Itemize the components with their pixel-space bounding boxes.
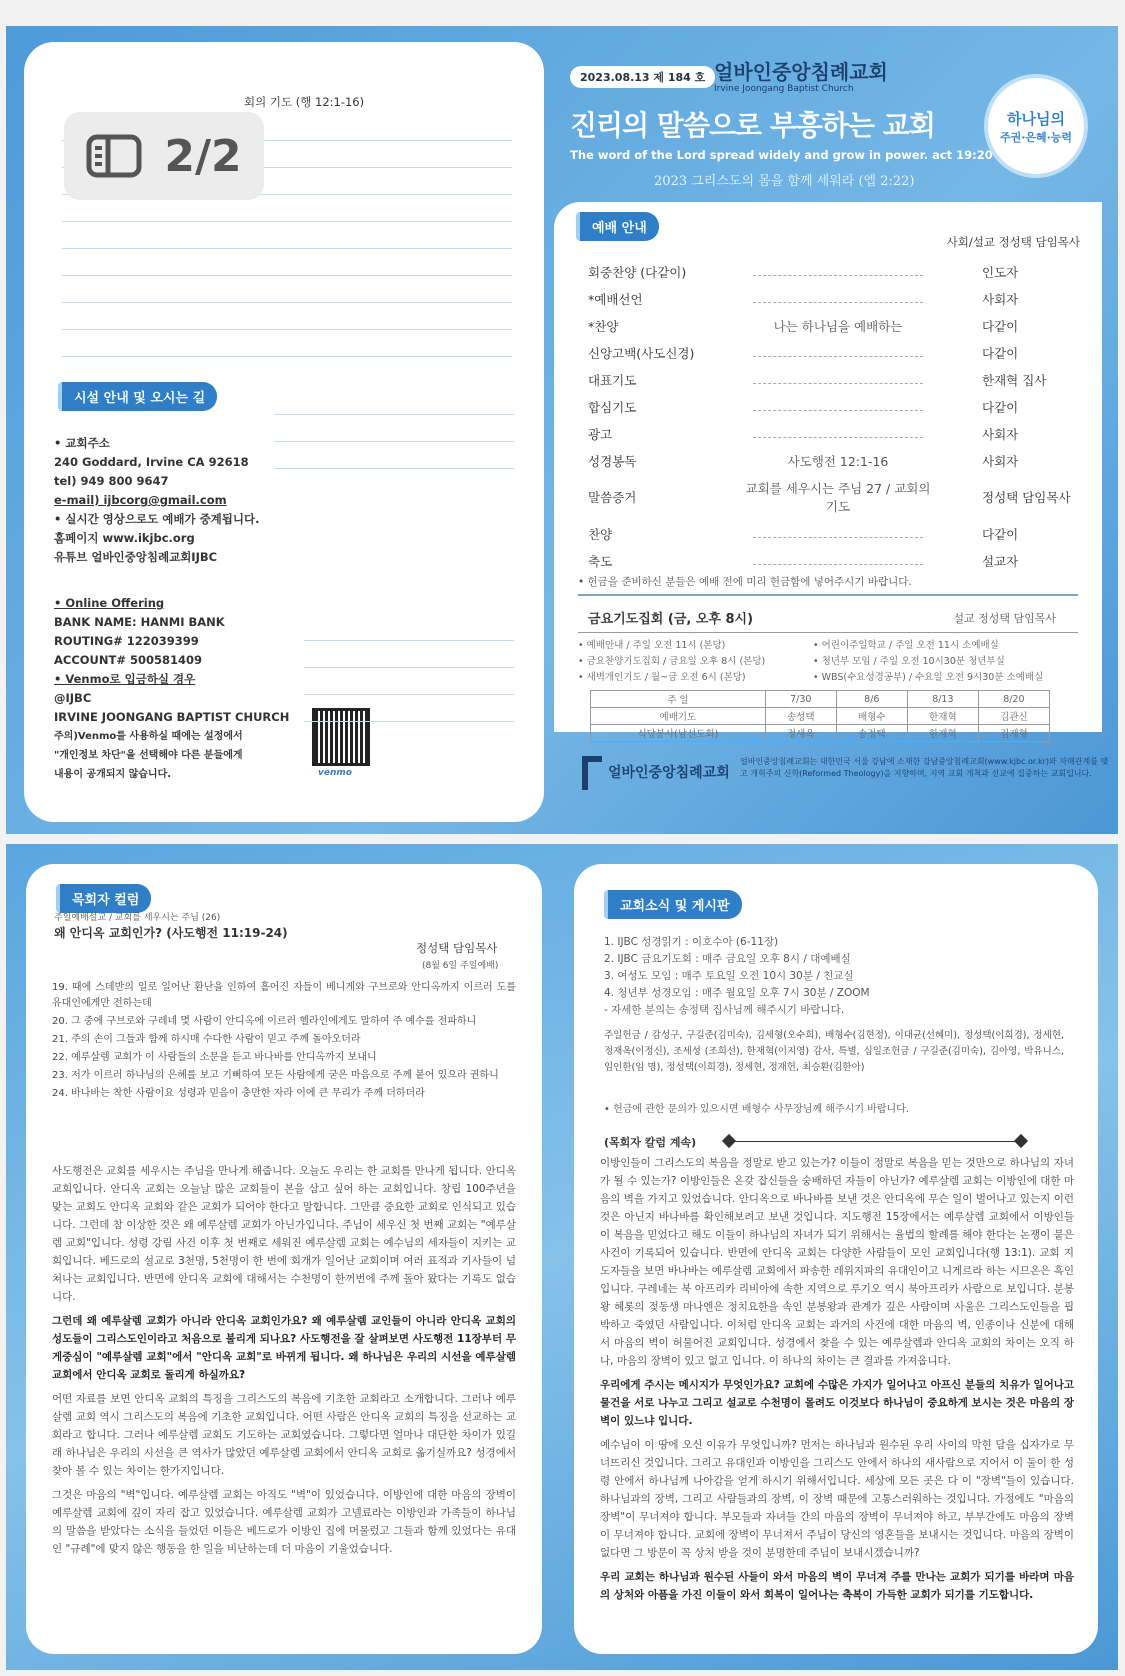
column-tag: 목회자 컬럼 <box>56 884 151 913</box>
service-detail <box>738 376 938 384</box>
book-pages-icon <box>86 134 142 178</box>
verse-en: The word of the Lord spread widely and grow in power. act 19:20 <box>570 148 993 162</box>
table-row <box>591 725 1050 742</box>
online-offering-label: • Online Offering <box>54 596 165 610</box>
service-detail <box>738 479 938 515</box>
seal-icon <box>984 74 1088 178</box>
venmo-note: 주의)Venmo를 사용하실 때에는 설정에서 <box>54 731 243 742</box>
service-detail-text: 사도행전 12:1-16 <box>787 453 889 469</box>
church-name-en: IRVINE JOONGANG BAPTIST CHURCH <box>54 710 290 724</box>
column-paragraph: 사도행전은 교회를 세우시는 주님을 만나게 해줍니다. 오늘도 우리는 한 교회를 만나게 됩니다. 안디옥 교회입니다. 안디옥 교회는 오늘날 많은 교회들이 본을 삼고 싶어 하는 교회입니다. 창립 100주년을 맞는 교회도 안디옥 교회와 같은 교회가 되어야 한다고 말합니다. 그만큼 중요한 교회로 인식되고 있습니다. 그런데 참 이상한 것은 왜 예루살렘 교회가 아닌가입니다. 주님이 세우신 첫 번째 교회는 "예루살렘 교회"입니다. 성령 강림 사건 이후 첫 번째로 세워진 예루살렘 교회는 예수님의 세자들이 지키는 교회입니다. 베드로의 설교로 3천명, 5천명이 한 번에 회개가 일어난 교회이며 여러 표적과 기사들이 넘쳐나는 교회입니다. 반면에 안디옥 교회에 대해서는 수천명이 한꺼번에 주께 돌아 왔다는 기록도 없습니다. <box>52 1165 516 1303</box>
news-list <box>604 934 1074 1019</box>
service-detail <box>738 430 938 438</box>
bank-name: BANK NAME: HANMI BANK <box>54 615 225 629</box>
youtube-link[interactable]: 유튜브 얼바인중앙침례교회IJBC <box>54 550 218 564</box>
column-author: 정성택 담임목사 <box>416 941 498 955</box>
service-item: *예배선언 <box>588 291 643 307</box>
bulletin-footer <box>582 742 1112 822</box>
table-cell: 7/30 <box>765 691 836 708</box>
table-cell: 예배기도 <box>591 708 766 725</box>
service-item: 축도 <box>588 553 613 569</box>
dotted-line <box>753 376 923 384</box>
sermon-note-title: 회의 기도 (행 12:1-16) <box>244 95 365 109</box>
column-paragraph: 어떤 자료를 보면 안디옥 교회의 특징을 그리스도의 복음에 기초한 교회라고 소개합니다. 그러나 예루살렘 교회 역시 그리스도의 복음에 기초한 교회입니다. 어떤 사람은 안디옥 교회의 특징을 선교하는 교회라고 합니다. 그러나 예루살렘 교회도 기도하는 교회였습니다. 그렇다면 얼마나 대단한 차이가 있길래 하나님은 우리의 시선을 큰 역사가 많았던 예루살렘 교회에서 안디옥 교회로 옮기실까요? 성경에서 찾아 볼 수 있는 차이는 한가지입니다. <box>52 1393 516 1477</box>
column-paragraph: 우리에게 주시는 메시지가 무엇인가요? 교회에 수많은 가지가 일어나고 아프신 분들의 치유가 일어나고 물건을 서로 나누고 그리고 설교로 수천명이 몰려도 이것보다 하나님이 중요하게 보시는 것은 마음의 장벽이 있느냐 입니다. <box>600 1379 1074 1427</box>
scripture-verse: 22. 예루살렘 교회가 이 사람들의 소문을 듣고 바나바를 안디옥까지 보내니 <box>52 1052 377 1063</box>
service-leader: 사회자 <box>982 426 1019 442</box>
address-line: 240 Goddard, Irvine CA 92618 <box>54 455 249 469</box>
bulletin-back-sheet <box>6 844 1118 1670</box>
table-cell: 한재혁 <box>907 725 978 742</box>
venmo-id: @IJBC <box>54 691 92 705</box>
service-leader: 사회자 <box>982 453 1019 469</box>
divider <box>730 1141 1020 1142</box>
dotted-line <box>753 268 923 276</box>
service-table <box>590 690 1050 742</box>
service-detail-text: 나는 하나님을 예배하는 <box>773 318 903 334</box>
service-item: *찬양 <box>588 318 619 334</box>
service-leader: 다같이 <box>982 526 1019 542</box>
service-item: 성경봉독 <box>588 453 637 469</box>
church-name: 얼바인중앙침례교회 <box>714 60 888 84</box>
offering-block <box>54 594 294 784</box>
schedule-item: • 금요찬양기도집회 / 금요일 오후 8시 (본당) <box>578 656 766 667</box>
column-body <box>52 1162 516 1564</box>
dotted-line <box>753 295 923 303</box>
table-cell: 식당봉사(남선도회) <box>591 725 766 742</box>
venmo-note: 내용이 공개되지 않습니다. <box>54 769 172 780</box>
venmo-note: "개인정보 차단"을 선택해야 다른 분들에게 <box>54 750 243 761</box>
dotted-line <box>753 430 923 438</box>
service-item: 합심기도 <box>588 399 637 415</box>
dotted-line <box>753 530 923 538</box>
footer-church-name: 얼바인중앙침례교회 <box>608 765 730 781</box>
service-detail-text: 교회를 세우시는 주님 27 / 교회의 기도 <box>745 481 931 514</box>
service-leader: 사회자 <box>982 291 1019 307</box>
worship-panel <box>554 202 1102 740</box>
news-item: 4. 청년부 성경모임 : 매주 월요일 오후 7시 30분 / ZOOM <box>604 987 870 999</box>
service-leader: 다같이 <box>982 318 1019 334</box>
divider <box>578 594 1078 596</box>
column-paragraph: 그것은 마음의 "벽"입니다. 예루살렘 교회는 아직도 "벽"이 있었습니다. 이방인에 대한 마음의 장벽이 예루살렘 교회에 깊이 자리 잡고 있었습니다. 예루살렘 교회가 고넬료라는 이방인과 가족들이 하나님의 말씀을 받았다는 소식을 들었던 이들은 베드로가 이방인 집에 머물렀고 그들과 함께 있었다는 유대인 "규례"에 맞지 않은 행동을 한 일을 비난하는데 더 마음이 기울었습니다. <box>52 1489 516 1555</box>
dotted-line <box>753 403 923 411</box>
offering-contact-note: • 헌금에 관한 문의가 있으시면 배형수 사무장님께 해주시기 바랍니다. <box>604 1104 909 1115</box>
table-cell: 한재혁 <box>907 708 978 725</box>
year-theme: 2023 그리스도의 몸을 함께 세워라 (엡 2:22) <box>654 174 915 189</box>
service-detail <box>738 530 938 538</box>
homepage-link[interactable]: 홈페이지 www.ikjbc.org <box>54 531 195 545</box>
news-item: 1. IJBC 성경읽기 : 이호수아 (6-11장) <box>604 936 779 948</box>
address-block <box>54 434 274 567</box>
venmo-label: • Venmo로 입금하실 경우 <box>54 672 196 686</box>
table-cell: 8/13 <box>907 691 978 708</box>
column-paragraph: 그런데 왜 예루살렘 교회가 아니라 안디옥 교회인가요? 왜 예루살렘 교인들이 아니라 안디옥 교회의 성도들이 그리스도인이라고 처음으로 불리게 되나요? 사도행전을 잘 살펴보면 사도행전 11장부터 무게중심이 "예루살렘 교회"에서 "안디옥 교회"로 바뀌게 됩니다. 왜 하나님은 우리의 시선을 예루살렘 교회에서 안디옥 교회로 돌리게 하실까요? <box>52 1315 516 1381</box>
bulletin-header <box>564 44 1104 204</box>
divider <box>578 632 1078 633</box>
service-detail <box>738 557 938 565</box>
page-indicator[interactable] <box>64 112 264 200</box>
service-row <box>588 258 1078 285</box>
facility-lines <box>274 414 514 495</box>
service-item: 신앙고백(사도신경) <box>588 345 695 361</box>
scripture-verse: 21. 주의 손이 그들과 함께 하시매 수다한 사람이 믿고 주께 돌아오더라 <box>52 1034 361 1045</box>
phone: tel) 949 800 9647 <box>54 474 169 488</box>
column-paragraph: 우리 교회는 하나님과 원수된 사들이 와서 마음의 벽이 무너져 주를 만나는 교회가 되기를 바라며 마음의 상처와 아픔을 가진 이들이 와서 회복이 일어나는 축복이 가득한 교회가 되기를 기도합니다. <box>600 1571 1074 1601</box>
column-continued-title: (목회자 칼럼 계속) <box>604 1136 697 1149</box>
service-leader: 다같이 <box>982 345 1019 361</box>
venmo-logo: venmo <box>318 768 352 778</box>
service-leader: 다같이 <box>982 399 1019 415</box>
news-item: - 자세한 분의는 송정택 집사님께 해주시기 바랍니다. <box>604 1004 845 1016</box>
service-row <box>588 474 1078 520</box>
scripture-verse: 24. 바나바는 착한 사람이요 성령과 믿음이 충만한 자라 이에 큰 무리가 주께 더하더라 <box>52 1088 425 1099</box>
church-name-en: Irvine Joongang Baptist Church <box>714 84 854 94</box>
scripture-verse: 23. 저가 이르러 하나님의 은혜를 보고 기뻐하여 모든 사람에게 굳은 마음으로 주께 붙어 있으라 권하니 <box>52 1070 499 1081</box>
friday-prayer: 금요기도집회 (금, 오후 8시) <box>588 612 754 627</box>
service-row <box>588 520 1078 547</box>
service-detail <box>738 403 938 411</box>
bulletin-front-sheet <box>6 26 1118 834</box>
scripture-verse: 20. 그 중에 구브로와 구레네 몇 사람이 안디옥에 이르러 헬라인에게도 말하여 주 예수를 전파하니 <box>52 1016 477 1027</box>
service-leader: 인도자 <box>982 264 1019 280</box>
service-row <box>588 447 1078 474</box>
service-detail <box>738 349 938 357</box>
service-leader: 설교자 <box>982 553 1019 569</box>
service-item: 회중찬양 (다같이) <box>588 264 687 280</box>
offering-lines <box>304 640 514 748</box>
table-cell: 배형수 <box>836 708 907 725</box>
column-paragraph: 이방인들이 그리스도의 복음을 정말로 받고 있는가? 이들이 정말로 복음을 믿는 것만으로 하나님의 자녀가 될 수 있는가? 이방인들은 온갖 잡신들을 숭배하던 자들이 아닌가? 예루살렘 교회는 이방인에 대한 마음의 벽을 가지고 있었습니다. 안디옥으로 바나바를 보낸 것은 안디옥에 무슨 일이 벌어나고 있는지 이런 것은 아닌지 바나바를 확인해보려고 보낸 것입니다. 지도행전 15장에서는 예루살렘 교회에서 이방인들이 복음을 믿었다고 해도 이들이 하나님의 자녀가 되기 위해서는 율법의 할례를 해야 한다는 논쟁이 붙은 사건이 기록되어 있습니다. 반면에 안디옥 교회는 다양한 사람들이 모인 교회입니다(행 13:1). 교회 지도자들을 보면 바나바는 예루살렘 교회에서 파송한 레위지파의 유대인이고 니게르라 하는 시므온은 흑인입니다. 구레네는 북 아프리카 리비아에 속한 지역으로 루기오 역시 북아프리카 사람으로 보입니다. 분봉왕 헤롯의 젖동생 마나엔은 정치요한을 속인 분봉왕과 관계가 깊은 사람이며 사울은 그리스도인들을 핍박하고 죽였던 사람입니다. 이처럼 안디옥 교회는 과거의 사건에 대한 마음의 벽, 인종이나 신분에 대해서 마음의 벽이 허물어진 교회입니다. 성경에서 찾을 수 있는 예루살렘과 안디옥 교회의 차이는 오직 하나, 마음의 장벽이 있고 없고 입니다. 이 하나의 차이는 큰 결과를 가져옵니다. <box>600 1157 1074 1367</box>
service-detail <box>738 268 938 276</box>
column-continued-body <box>600 1154 1074 1610</box>
schedule-item: • 청년부 모임 / 주일 오전 10시30분 청년부실 <box>813 656 1005 667</box>
issue-date: 2023.08.13 제 184 호 <box>570 66 715 88</box>
service-leader: 한재혁 집사 <box>982 372 1047 388</box>
column-paragraph: 예수님이 이 땅에 오신 이유가 무엇입니까? 먼저는 하나님과 원수된 우리 사이의 막힌 담을 십자가로 무너뜨리신 것입니다. 그리고 유대인과 이방인을 그리스도 안에서 하나의 새사람으로 지어서 이 둘이 한 성령 안에서 하나님께 나아감을 얻게 하시기 위해서입니다. 세상에 모든 곳은 다 이 "장벽"들이 있습니다. 하나님과의 장벽, 그리고 사람들과의 장벽, 이 장벽 때문에 고통스러워하는 것입니다. 가정에도 "마음의 장벽"이 무너져야 합니다. 부모들과 자녀들 간의 마음의 장벽이 무너져야 하고, 부부간에도 마음의 장벽이 무너져야 합니다. 교회에 장벽이 무너져서 주님이 당신의 영혼들을 보내시는 것입니다. 마음의 장벽이 없다면 그 방문이 꼭 상처 받을 것이 분명한데 주님이 보내시겠습니까? <box>600 1439 1074 1559</box>
facility-tag: 시설 안내 및 오시는 길 <box>58 382 217 411</box>
service-item: 찬양 <box>588 526 613 542</box>
scripture-verse: 19. 때에 스데반의 일로 일어난 환난을 인하여 흩어진 자들이 베니게와 구브로와 안디옥까지 이르러 도를 유대인에게만 전하는데 <box>52 982 516 1009</box>
table-cell: 김관신 <box>978 708 1049 725</box>
schedule-list <box>578 638 1088 686</box>
column-title: 왜 안디옥 교회인가? (사도행전 11:19-24) <box>54 926 288 940</box>
news-panel <box>574 864 1098 1654</box>
column-panel <box>26 864 542 1654</box>
service-row <box>588 312 1078 339</box>
account-number: ACCOUNT# 500581409 <box>54 653 203 667</box>
table-cell: 김재형 <box>978 725 1049 742</box>
column-date: (8월 6일 주일예배) <box>422 961 499 971</box>
motto: 진리의 말씀으로 부흥하는 교회 <box>570 109 935 142</box>
service-item: 광고 <box>588 426 613 442</box>
table-cell: 8/6 <box>836 691 907 708</box>
church-logo-icon <box>582 756 602 790</box>
address-label: • 교회주소 <box>54 436 110 450</box>
service-row <box>588 393 1078 420</box>
table-cell: 8/20 <box>978 691 1049 708</box>
worship-lead: 사회/설교 정성택 담임목사 <box>946 235 1080 249</box>
service-detail <box>738 317 938 335</box>
service-row <box>588 366 1078 393</box>
seal-text: 주권·은혜·능력 <box>999 130 1073 144</box>
schedule-item: • 예배안내 / 주일 오전 11시 (본당) <box>578 640 726 651</box>
friday-lead: 설교 정성택 담임목사 <box>953 612 1056 625</box>
service-row <box>588 339 1078 366</box>
news-item: 3. 여성도 모임 : 매주 토요일 오전 10시 30분 / 친교실 <box>604 970 854 982</box>
offering-list: 주일헌금 / 감성구, 구길준(김미숙), 김세형(오수희), 배형수(김현정), 이대균(선혜미), 정성택(이희경), 정세현, 정재옥(이정신), 조세성 (조희선), 한재혁(이지영) 감사, 특별, 십일조헌금 / 구길준(김미숙), 김아영, 박유니스, 임인한(임 명), 정성택(이희경), 정세현, 정재헌, 최승환(김한아) <box>604 1030 1064 1073</box>
table-cell: 송성택 <box>765 708 836 725</box>
schedule-item: • 어린이주일학교 / 주일 오전 11시 소예배실 <box>813 640 999 651</box>
diamond-icon <box>722 1134 736 1148</box>
footer-text: 얼바인중앙침례교회는 대한민국 서울 강남에 소재한 강남중앙침례교회(www.kjbc.or.kr)와 자매관계를 맺고 개혁주의 신학(Reformed Theology)을 지향하며, 지역 교회 개척과 선교에 집중하는 교회입니다. <box>740 757 1109 778</box>
offering-note: • 헌금을 준비하신 분들은 예배 전에 미리 헌금함에 넣어주시기 바랍니다. <box>578 576 912 588</box>
service-detail <box>738 452 938 470</box>
table-cell: 정새옥 <box>765 725 836 742</box>
service-item: 말씀증거 <box>588 490 637 505</box>
service-row <box>588 285 1078 312</box>
service-row <box>588 547 1078 574</box>
email-link[interactable]: e-mail) ijbcorg@gmail.com <box>54 493 227 507</box>
dotted-line <box>753 557 923 565</box>
page-number: 2/2 <box>164 130 242 182</box>
order-of-service <box>588 258 1078 574</box>
service-detail <box>738 295 938 303</box>
routing-number: ROUTING# 122039399 <box>54 634 199 648</box>
table-cell: 주 일 <box>591 691 766 708</box>
news-item: 2. IJBC 금요기도회 : 매주 금요일 오후 8시 / 대예배실 <box>604 953 851 965</box>
scripture-verses <box>52 980 516 1104</box>
table-header-row <box>591 691 1050 708</box>
dotted-line <box>753 349 923 357</box>
schedule-item: • 새벽개인기도 / 월~금 오전 6시 (본당) <box>578 672 746 683</box>
diamond-icon <box>1014 1134 1028 1148</box>
service-leader: 정성택 담임목사 <box>982 490 1071 505</box>
live-note: • 실시간 영상으로도 예배가 중계됩니다. <box>54 512 260 526</box>
service-item: 대표기도 <box>588 372 637 388</box>
table-row <box>591 708 1050 725</box>
table-cell: 송정택 <box>836 725 907 742</box>
worship-tag: 예배 안내 <box>576 212 659 241</box>
service-row <box>588 420 1078 447</box>
seal-text: 하나님의 <box>1007 109 1065 128</box>
news-tag: 교회소식 및 게시판 <box>604 890 742 919</box>
column-series: 주일예배설교 / 교회를 세우시는 주님 (26) <box>54 913 221 923</box>
schedule-item: • WBS(수요성경공부) / 수요일 오전 9시30분 소예배실 <box>813 672 1044 683</box>
